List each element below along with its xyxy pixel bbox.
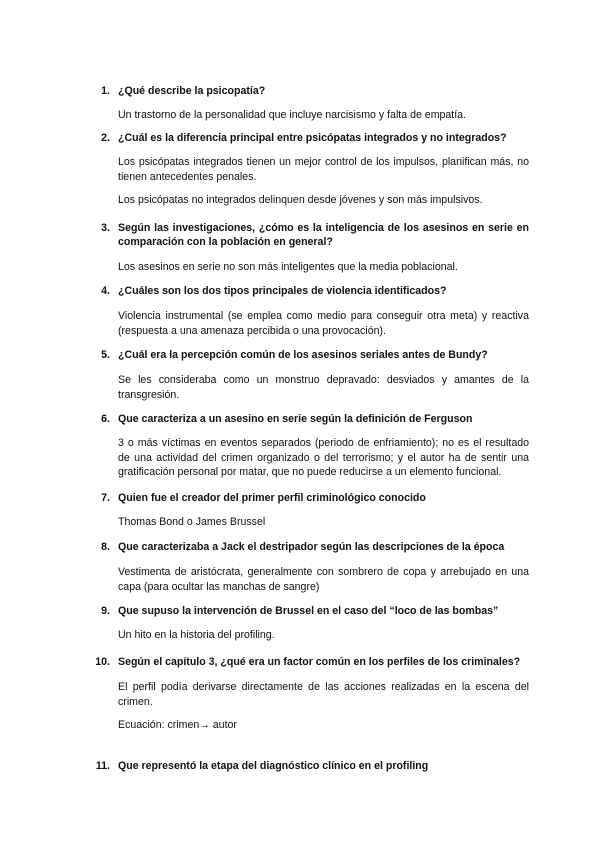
question-item [89, 604, 529, 643]
question-heading [89, 604, 529, 618]
question-item [89, 491, 529, 530]
question-heading [89, 759, 529, 773]
answer-text: Los psicópatas integrados tienen un mejor control de los impulsos, planifican más, no tienen antecedentes penales. [118, 156, 529, 183]
answer-text: Los psicópatas no integrados delinquen desde jóvenes y son más impulsivos. [118, 194, 483, 206]
question-text: ¿Cuáles son los dos tipos principales de violencia identificados? [118, 285, 447, 297]
question-number: 8. [101, 541, 110, 553]
question-heading [89, 655, 529, 669]
question-number: 9. [101, 605, 110, 617]
question-number: 3. [101, 222, 110, 234]
question-text: Según las investigaciones, ¿cómo es la inteligencia de los asesinos en serie en comparación con la población en general? [118, 222, 529, 248]
answer-text: Ecuación: crimen→ autor [118, 719, 237, 731]
answer-text: Thomas Bond o James Brussel [118, 516, 266, 528]
question-item [89, 84, 529, 123]
question-item [89, 412, 529, 480]
answer-text: Se les consideraba como un monstruo depravado: desviados y amantes de la transgresión. [118, 374, 529, 401]
question-number: 5. [101, 349, 110, 361]
question-number: 10. [95, 656, 110, 668]
question-text: ¿Qué describe la psicopatía? [118, 85, 266, 97]
question-text: Que caracteriza a un asesino en serie según la definición de Ferguson [118, 413, 473, 425]
question-number: 6. [101, 413, 110, 425]
question-item [89, 348, 529, 402]
question-number: 4. [101, 285, 110, 297]
question-item [89, 131, 529, 208]
question-heading [89, 284, 529, 298]
answer-text: El perfil podía derivarse directamente de las acciones realizadas en la escena del crimen. [118, 681, 529, 708]
question-item [89, 284, 529, 338]
question-text: Que caracterizaba a Jack el destripador según las descripciones de la época [118, 541, 505, 553]
answer-text: Un trastorno de la personalidad que incluye narcisismo y falta de empatía. [118, 109, 467, 121]
question-item [89, 655, 529, 733]
question-text: ¿Cuál es la diferencia principal entre psicópatas integrados y no integrados? [118, 132, 507, 144]
question-number: 2. [101, 132, 110, 144]
question-text: Que supuso la intervención de Brussel en el caso del “loco de las bombas” [118, 605, 499, 617]
answer-text: Un hito en la historia del profiling. [118, 629, 275, 641]
question-number: 7. [101, 492, 110, 504]
question-heading [89, 491, 529, 505]
question-number: 1. [101, 85, 110, 97]
question-text: Según el capítulo 3, ¿qué era un factor común en los perfiles de los criminales? [118, 656, 521, 668]
question-number: 11. [95, 760, 110, 772]
question-text: ¿Cuál era la percepción común de los asesinos seriales antes de Bundy? [118, 349, 488, 361]
answer-text: Los asesinos en serie no son más inteligentes que la media poblacional. [118, 261, 458, 273]
question-heading [89, 221, 529, 249]
answer-text: Vestimenta de aristócrata, generalmente con sombrero de copa y arrebujado en una capa (para ocultar las manchas de sangre) [118, 566, 529, 593]
question-text: Quien fue el creador del primer perfil criminológico conocido [118, 492, 426, 504]
question-text: Que representó la etapa del diagnóstico clínico en el profiling [118, 760, 429, 772]
question-heading [89, 348, 529, 362]
answer-text: 3 o más víctimas en eventos separados (periodo de enfriamiento); no es el resultado de una actividad del crimen organizado o del terrorismo; y el autor ha de sentir una gratificación personal por matar, que no puede reducirse a un elemento funcional. [118, 437, 529, 478]
answer-text: Violencia instrumental (se emplea como medio para conseguir otra meta) y reactiva (respuesta a una amenaza percibida o una provocación). [118, 310, 529, 337]
question-heading [89, 412, 529, 426]
question-heading [89, 131, 529, 145]
question-item [89, 540, 529, 594]
question-heading [89, 84, 529, 98]
question-item [89, 759, 529, 773]
question-item [89, 221, 529, 275]
question-heading [89, 540, 529, 554]
